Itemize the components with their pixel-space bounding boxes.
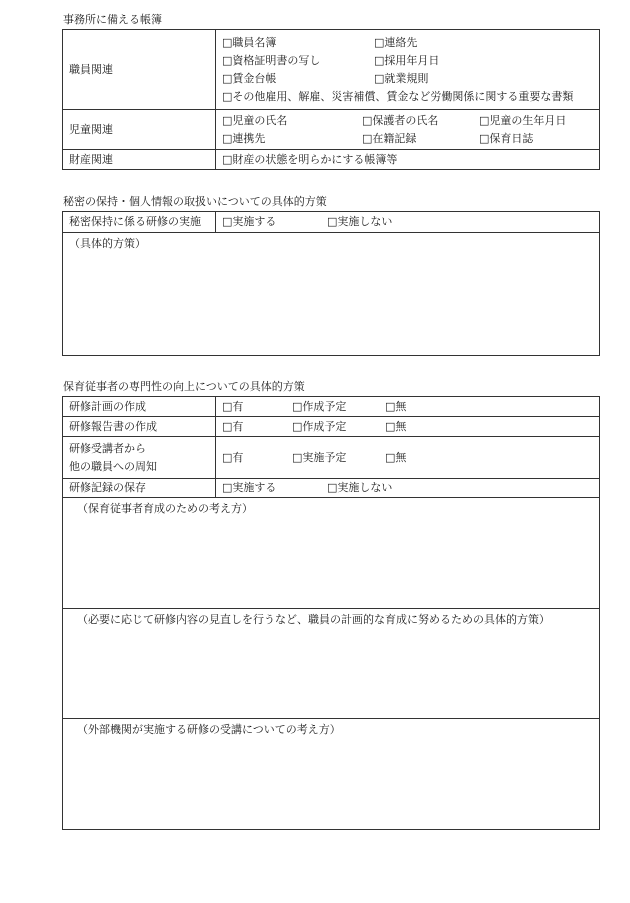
table-row [63, 437, 600, 479]
section-heading-expertise: 保育従事者の専門性の向上についての具体的方策 [63, 380, 305, 393]
children-options [216, 110, 600, 150]
row-label-training-report: 研修報告書の作成 [63, 417, 216, 437]
external-training-label: （外部機関が実施する研修の受講についての考え方） [77, 723, 341, 736]
checkbox-planned[interactable]: □作成予定 [292, 399, 347, 413]
table-row [63, 30, 600, 110]
checkbox-child-birthdate[interactable]: □児童の生年月日 [479, 113, 567, 127]
checkbox-not-implement[interactable]: □実施しない [327, 215, 393, 228]
checkbox-implement[interactable]: □実施する [222, 215, 277, 228]
row-label-knowledge-sharing [63, 437, 216, 479]
checkbox-yes[interactable]: □有 [222, 399, 244, 413]
checkbox-enrollment-record[interactable]: □在籍記録 [362, 131, 417, 145]
training-records-options [216, 479, 600, 498]
row-label-training-records: 研修記録の保存 [63, 479, 216, 498]
section-heading-ledgers: 事務所に備える帳簿 [63, 13, 162, 26]
checkbox-childcare-diary[interactable]: □保育日誌 [479, 131, 534, 145]
checkbox-other-labor-docs[interactable]: □その他雇用、解雇、災害補償、賃金など労働関係に関する重要な書類 [222, 89, 574, 103]
checkbox-child-name[interactable]: □児童の氏名 [222, 113, 288, 127]
checkbox-partner-contact[interactable]: □連携先 [222, 131, 266, 145]
row-label-staff: 職員関連 [63, 30, 216, 110]
checkbox-staff-roster[interactable]: □職員名簿 [222, 35, 277, 49]
checkbox-no[interactable]: □無 [385, 399, 407, 413]
table-row [63, 212, 600, 233]
table-row [63, 498, 600, 609]
section-heading-confidentiality: 秘密の保持・個人情報の取扱いについての具体的方策 [63, 195, 327, 208]
training-report-options [216, 417, 600, 437]
row-label-assets: 財産関連 [63, 150, 216, 170]
checkbox-yes[interactable]: □有 [222, 419, 244, 433]
checkbox-contact[interactable]: □連絡先 [374, 35, 418, 49]
table-row [63, 110, 600, 150]
assets-options [216, 150, 600, 170]
external-training-field[interactable] [63, 719, 600, 830]
development-measures-field[interactable] [63, 609, 600, 719]
table-row [63, 233, 600, 356]
expertise-table [62, 396, 600, 830]
checkbox-asset-ledger[interactable]: □財産の状態を明らかにする帳簿等 [222, 152, 398, 166]
checkbox-work-rules[interactable]: □就業規則 [374, 71, 429, 85]
checkbox-planned[interactable]: □作成予定 [292, 419, 347, 433]
checkbox-implementation-planned[interactable]: □実施予定 [292, 450, 347, 464]
checkbox-implement[interactable]: □実施する [222, 481, 277, 494]
checkbox-guardian-name[interactable]: □保護者の氏名 [362, 113, 439, 127]
training-philosophy-field[interactable] [63, 498, 600, 609]
specific-measures-field[interactable] [63, 233, 600, 356]
checkbox-yes[interactable]: □有 [222, 450, 244, 464]
ledgers-table [62, 29, 600, 170]
checkbox-no[interactable]: □無 [385, 450, 407, 464]
table-row [63, 397, 600, 417]
row-label-confidentiality-training: 秘密保持に係る研修の実施 [63, 212, 216, 233]
confidentiality-options [216, 212, 600, 233]
development-measures-label: （必要に応じて研修内容の見直しを行うなど、職員の計画的な育成に努めるための具体的方策） [77, 613, 550, 626]
row-label-training-plan: 研修計画の作成 [63, 397, 216, 417]
staff-options [216, 30, 600, 110]
checkbox-hire-date[interactable]: □採用年月日 [374, 53, 440, 67]
row-label-children: 児童関連 [63, 110, 216, 150]
confidentiality-table [62, 211, 600, 356]
checkbox-wage-ledger[interactable]: □賃金台帳 [222, 71, 277, 85]
row-label-line-2: 他の職員への周知 [69, 459, 157, 473]
checkbox-no[interactable]: □無 [385, 419, 407, 433]
knowledge-sharing-options [216, 437, 600, 479]
checkbox-qualification-copy[interactable]: □資格証明書の写し [222, 53, 321, 67]
specific-measures-label: （具体的方策） [69, 237, 146, 250]
table-row [63, 479, 600, 498]
table-row [63, 150, 600, 170]
table-row [63, 609, 600, 719]
table-row [63, 719, 600, 830]
row-label-line-1: 研修受講者から [69, 441, 146, 455]
training-plan-options [216, 397, 600, 417]
training-philosophy-label: （保育従事者育成のための考え方） [77, 502, 253, 515]
table-row [63, 417, 600, 437]
checkbox-not-implement[interactable]: □実施しない [327, 481, 393, 494]
